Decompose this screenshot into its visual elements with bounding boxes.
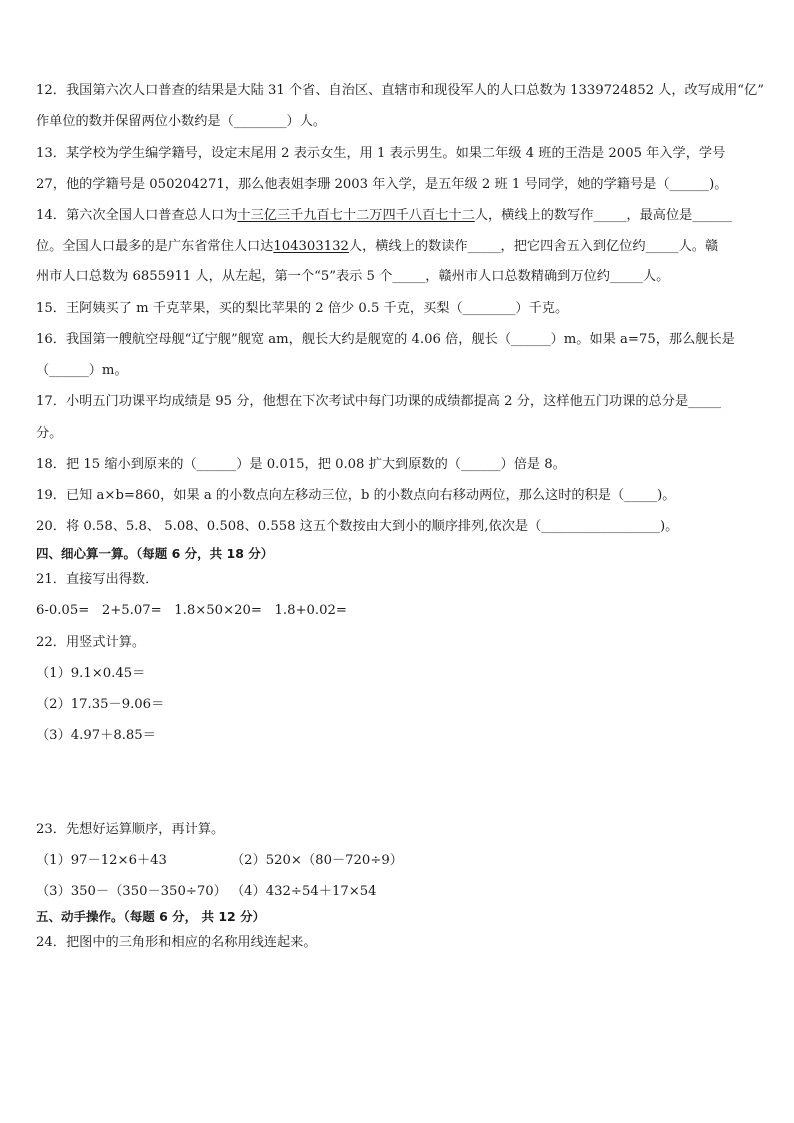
question-22-item-3: （3）4.97＋8.85＝ <box>36 728 156 743</box>
question-15: 15．王阿姨买了 m 千克苹果，买的梨比苹果的 2 倍少 0.5 千克，买梨（________）千克。 <box>36 301 569 316</box>
question-22-item-1: （1）9.1×0.45＝ <box>36 666 146 681</box>
question-24: 24．把图中的三角形和相应的名称用线连起来。 <box>36 935 317 950</box>
question-21-expressions: 6-0.05= 2+5.07= 1.8×50×20= 1.8+0.02= <box>36 603 347 618</box>
question-19: 19．已知 a×b=860，如果 a 的小数点向左移动三位，b 的小数点向右移动两位，那么这时的积是（_____)。 <box>36 488 676 503</box>
question-14-line-2: 位。全国人口最多的是广东省常住人口达104303132人，横线上的数读作_____，把它四舍五入到亿位约_____人。赣 <box>36 239 719 254</box>
question-14-line-1: 14．第六次全国人口普查总人口为十三亿三千九百七十二万四千八百七十二人，横线上的数写作_____，最高位是______ <box>36 208 732 223</box>
question-16-line-1: 16．我国第一艘航空母舰“辽宁舰”舰宽 am，舰长大约是舰宽的 4.06 倍，舰长（______）m。如果 a=75，那么舰长是 <box>36 332 735 347</box>
question-13-line-1: 13．某学校为学生编学籍号，设定末尾用 2 表示女生，用 1 表示男生。如果二年级 4 班的王浩是 2005 年入学，学号 <box>36 146 726 161</box>
question-21: 21．直接写出得数． <box>36 572 159 587</box>
question-17-line-1: 17．小明五门功课平均成绩是 95 分，他想在下次考试中每门功课的成绩都提高 2 分，这样他五门功课的总分是_____ <box>36 394 722 409</box>
question-18: 18．把 15 缩小到原来的（______）是 0.015，把 0.08 扩大到原数的（______）倍是 8。 <box>36 457 566 472</box>
question-22: 22．用竖式计算。 <box>36 635 146 650</box>
question-13-line-2: 27，他的学籍号是 050204271，那么他表姐李珊 2003 年入学，是五年级 2 班 1 号同学，她的学籍号是（______)。 <box>36 177 728 192</box>
question-23-row-1: （1）97－12×6＋43 （2）520×（80－720÷9） <box>36 853 403 868</box>
underlined-population-text: 十三亿三千九百七十二万四千八百七十二 <box>237 208 475 223</box>
question-22-item-2: （2）17.35－9.06＝ <box>36 697 165 712</box>
question-16-line-2: （______）m。 <box>36 363 128 378</box>
question-23-row-2: （3）350－（350－350÷70） （4）432÷54＋17×54 <box>36 884 377 899</box>
question-12-line-1: 12．我国第六次人口普查的结果是大陆 31 个省、自治区、直辖市和现役军人的人口总数为 1339724852 人，改写成用“亿” <box>36 83 764 98</box>
question-20: 20．将 0.58、5.8、 5.08、0.508、0.558 这五个数按由大到小的顺序排列,依次是（__________________)。 <box>36 519 679 534</box>
question-17-line-2: 分。 <box>36 426 63 441</box>
section-4-heading: 四、细心算一算。（每题 6 分，共 18 分） <box>36 546 274 561</box>
question-14-line-3: 州市人口总数为 6855911 人，从左起，第一个“5”表示 5 个_____，赣州市人口总数精确到万位约_____人。 <box>36 269 670 284</box>
question-23: 23．先想好运算顺序，再计算。 <box>36 822 225 837</box>
question-12-line-2: 作单位的数并保留两位小数约是（________）人。 <box>36 114 327 129</box>
underlined-guangdong-number: 104303132 <box>273 239 349 254</box>
section-5-heading: 五、动手操作。（每题 6 分， 共 12 分） <box>36 909 266 924</box>
